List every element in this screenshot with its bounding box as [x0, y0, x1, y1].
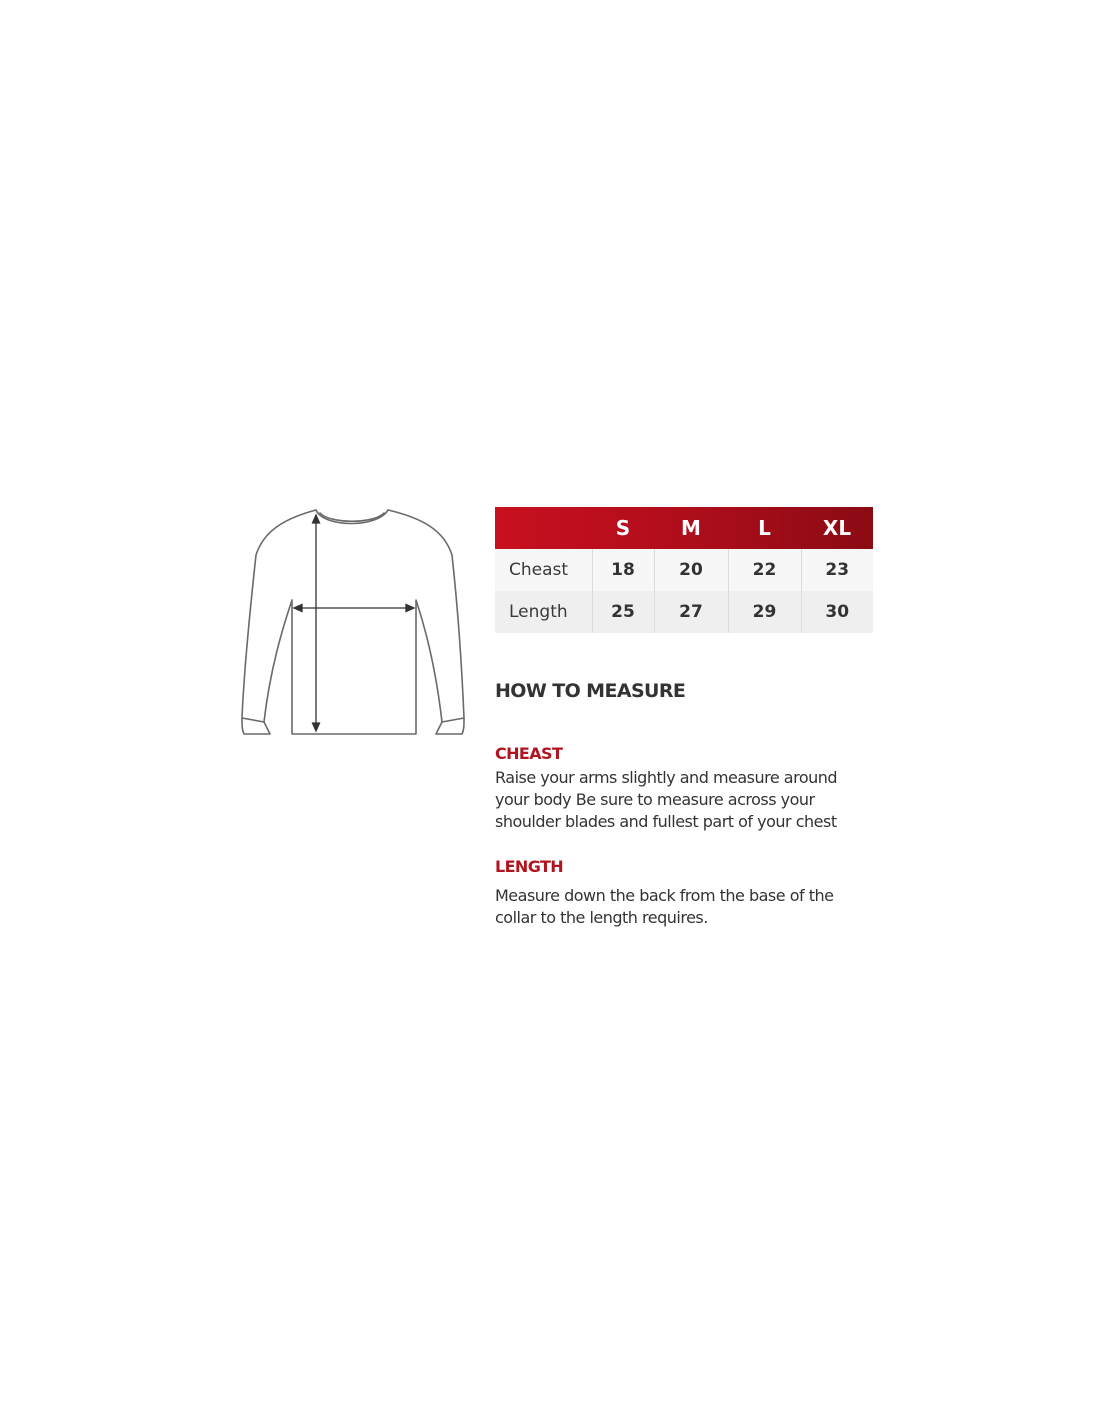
size-chart-table [495, 507, 873, 633]
table-cell: 29 [728, 591, 801, 633]
size-header-m: M [681, 516, 701, 540]
table-cell: 22 [728, 549, 801, 591]
row-label: Length [509, 602, 568, 622]
table-cell: 20 [654, 549, 728, 591]
size-header-xl: XL [822, 516, 852, 540]
table-row-length [495, 591, 873, 633]
table-cell: 27 [654, 591, 728, 633]
table-row-chest [495, 549, 873, 591]
row-label: Cheast [509, 560, 569, 580]
table-cell: 30 [801, 591, 873, 633]
length-heading: LENGTH [495, 857, 564, 876]
table-cell: 25 [592, 591, 654, 633]
sweater-icon [236, 500, 472, 742]
chest-heading: CHEAST [495, 744, 563, 763]
size-header-row [495, 507, 873, 549]
table-cell: 18 [592, 549, 654, 591]
size-header-l: L [758, 516, 771, 540]
size-header-blank [495, 507, 592, 549]
how-to-measure-title: HOW TO MEASURE [495, 680, 686, 702]
length-instructions: Measure down the back from the base of the collar to the length requires. [495, 886, 834, 927]
chest-instructions: Raise your arms slightly and measure around your body Be sure to measure across your shoulder blades and fullest part of your chest [495, 768, 838, 831]
size-header-s: S [615, 516, 631, 540]
table-cell: 23 [801, 549, 873, 591]
